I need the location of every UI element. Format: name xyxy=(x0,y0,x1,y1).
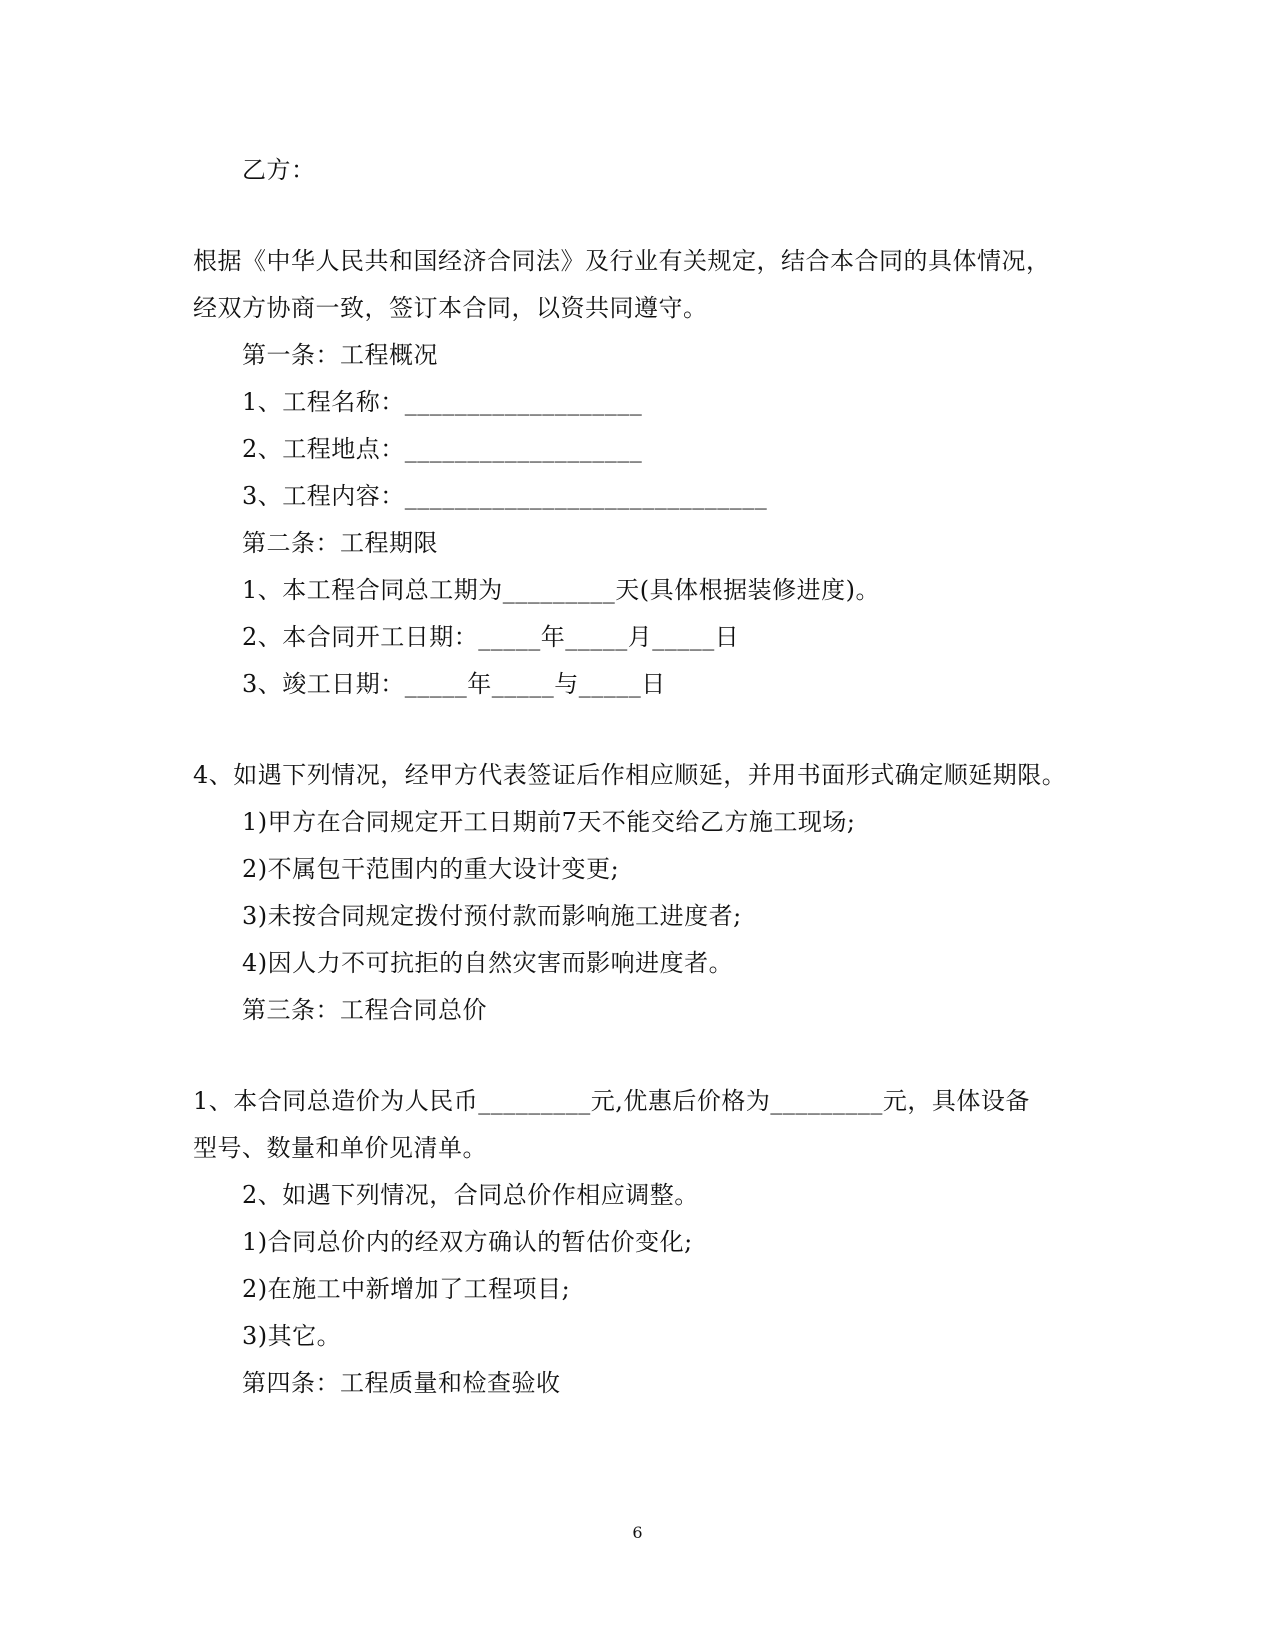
party-b-label: 乙方： xyxy=(242,156,316,184)
article-2-sub-item: 3)未按合同规定拨付预付款而影响施工进度者; xyxy=(242,902,742,930)
article-3-item-price-line-2: 型号、数量和单价见清单。 xyxy=(193,1134,487,1162)
article-3-heading: 第三条：工程合同总价 xyxy=(242,996,487,1024)
article-1-heading: 第一条：工程概况 xyxy=(242,341,438,369)
article-2-sub-item: 2)不属包干范围内的重大设计变更; xyxy=(242,855,620,883)
article-2-item-extension: 4、如遇下列情况，经甲方代表签证后作相应顺延，并用书面形式确定顺延期限。 xyxy=(193,761,1067,789)
intro-paragraph-line-2: 经双方协商一致，签订本合同，以资共同遵守。 xyxy=(193,294,708,322)
intro-paragraph-line-1: 根据《中华人民共和国经济合同法》及行业有关规定，结合本合同的具体情况， xyxy=(193,247,1051,275)
article-1-item-project-location: 2、工程地点：___________________ xyxy=(242,435,643,463)
article-3-sub-item: 2)在施工中新增加了工程项目; xyxy=(242,1275,571,1303)
article-2-item-duration: 1、本工程合同总工期为_________天(具体根据装修进度)。 xyxy=(242,576,880,604)
article-3-item-adjustment: 2、如遇下列情况，合同总价作相应调整。 xyxy=(242,1181,699,1209)
article-2-item-start-date: 2、本合同开工日期：_____年_____月_____日 xyxy=(242,623,740,651)
article-1-item-project-name: 1、工程名称：___________________ xyxy=(242,388,643,416)
article-2-item-completion-date: 3、竣工日期：_____年_____与_____日 xyxy=(242,670,666,698)
article-1-item-project-content: 3、工程内容：_____________________________ xyxy=(242,482,768,510)
article-3-sub-item: 1)合同总价内的经双方确认的暂估价变化; xyxy=(242,1228,693,1256)
article-3-sub-item: 3)其它。 xyxy=(242,1322,342,1350)
page-number: 6 xyxy=(632,1523,643,1542)
article-4-heading: 第四条：工程质量和检查验收 xyxy=(242,1369,561,1397)
article-3-item-price-line-1: 1、本合同总造价为人民币_________元,优惠后价格为_________元，具体设备 xyxy=(193,1087,1030,1115)
article-2-sub-item: 1)甲方在合同规定开工日期前7天不能交给乙方施工现场; xyxy=(242,808,856,836)
article-2-heading: 第二条：工程期限 xyxy=(242,529,438,557)
article-2-sub-item: 4)因人力不可抗拒的自然灾害而影响进度者。 xyxy=(242,949,734,977)
